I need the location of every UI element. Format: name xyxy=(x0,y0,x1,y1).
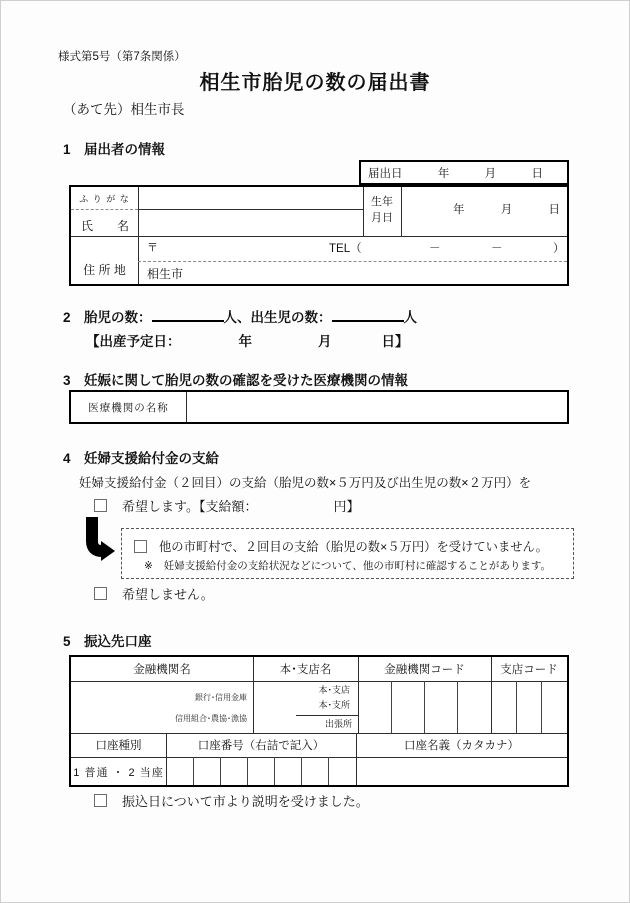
due-month-label: 月 xyxy=(318,334,332,349)
divider xyxy=(138,209,363,210)
birthdate-label-top: 生年 xyxy=(371,196,393,208)
other-city-checkbox[interactable] xyxy=(134,540,147,553)
report-date-label: 届出日 xyxy=(368,167,403,180)
yen-label: 円】 xyxy=(333,499,360,514)
due-date-line xyxy=(86,330,409,350)
birth-day-label: 日 xyxy=(548,204,560,216)
account-type-header: 口座種別 xyxy=(95,740,142,752)
other-city-note-box xyxy=(121,528,574,579)
branch-opt-1: 本･支店 xyxy=(318,685,350,695)
addressee-line: （あて先）相生市長 xyxy=(63,102,185,117)
option-no-checkbox[interactable] xyxy=(94,587,107,600)
tel-close-paren: ） xyxy=(553,243,565,255)
account-name-header: 口座名義（カタカナ） xyxy=(404,740,519,752)
address-prefill: 相生市 xyxy=(147,267,184,281)
newborn-count-blank[interactable] xyxy=(332,306,404,322)
divider xyxy=(138,261,567,262)
tel-dash: － xyxy=(491,243,503,255)
fetus-count-line xyxy=(63,306,417,326)
branch-opt-3: 出張所 xyxy=(324,719,352,729)
branch-name-header: 本･支店名 xyxy=(279,664,332,676)
section1-heading: 1 届出者の情報 xyxy=(63,142,166,157)
bank-hint-1: 銀行･信用金庫 xyxy=(195,693,247,702)
bank-code-header: 金融機関コード xyxy=(384,664,465,676)
option-yes-label: 希望します。【支給額： xyxy=(122,499,258,514)
due-year-label: 年 xyxy=(238,334,252,349)
birth-year-label: 年 xyxy=(453,204,465,216)
page-title: 相生市胎児の数の届出書 xyxy=(199,72,431,94)
branch-name-input[interactable] xyxy=(255,683,315,731)
section4-heading: 4 妊婦支援給付金の支給 xyxy=(63,451,220,466)
birthdate-label-bottom: 月日 xyxy=(371,212,393,224)
branch-code-input[interactable] xyxy=(492,682,566,732)
transfer-confirm-row xyxy=(94,791,369,810)
note-caption: 妊婦支援給付金の支給状況などについて、他の市町村に確認することがあります。 xyxy=(163,560,551,572)
section5-heading: 5 振込先口座 xyxy=(63,634,152,649)
divider xyxy=(71,209,138,210)
form-number: 様式第5号（第7条関係） xyxy=(58,51,186,63)
tel-dash: － xyxy=(429,243,441,255)
due-date-label: 【出産予定日： xyxy=(86,334,181,349)
bank-name-header: 金融機関名 xyxy=(133,664,191,676)
other-city-label: 他の市町村で、２回目の支給（胎児の数×５万円）を受けていません。 xyxy=(159,540,548,554)
address-label: 住 所 地 xyxy=(83,263,126,277)
medical-institution-input[interactable] xyxy=(191,392,566,422)
account-name-input[interactable] xyxy=(357,758,566,784)
due-day-label: 日】 xyxy=(381,334,409,349)
report-date-box xyxy=(359,160,569,185)
transfer-confirm-checkbox[interactable] xyxy=(94,794,107,807)
report-date-year: 年 xyxy=(437,167,450,180)
tel-label: TEL（ xyxy=(329,243,362,255)
account-type-options[interactable]: 1 普通 ・ 2 当座 xyxy=(73,767,164,779)
option-no-label: 希望しません。 xyxy=(122,587,214,602)
divider xyxy=(71,733,567,734)
birthdate-label xyxy=(363,194,401,226)
section3-heading: 3 妊娠に関して胎児の数の確認を受けた医療機関の情報 xyxy=(63,373,409,388)
transfer-confirm-label: 振込日について市より説明を受けました。 xyxy=(122,794,369,809)
note-mark: ※ xyxy=(144,560,153,572)
medical-institution-table xyxy=(69,390,569,424)
divider xyxy=(71,236,567,237)
note-caption-row xyxy=(144,558,551,573)
birth-month-label: 月 xyxy=(500,204,513,216)
birthdate-field[interactable] xyxy=(401,201,567,217)
option-no-row xyxy=(94,584,214,603)
grant-intro-text: 妊婦支援給付金（２回目）の支給（胎児の数×５万円及び出生児の数×２万円）を xyxy=(79,476,532,490)
name-label: 氏 名 xyxy=(81,219,130,233)
option-yes-row xyxy=(94,496,359,515)
report-date-day: 日 xyxy=(531,167,543,180)
fetus-count-blank[interactable] xyxy=(152,306,224,322)
count-unit-label: 人 xyxy=(403,310,418,325)
applicant-table xyxy=(69,185,569,286)
newborn-count-label: 人、出生児の数： xyxy=(223,310,332,325)
postal-mark: 〒 xyxy=(147,242,158,254)
account-number-header: 口座番号（右詰で記入） xyxy=(197,740,325,752)
furigana-label: ふ り が な xyxy=(79,194,130,204)
option-yes-checkbox[interactable] xyxy=(94,499,107,512)
fetus-count-label: 2 胎児の数： xyxy=(63,310,152,325)
elbow-arrow-icon xyxy=(85,517,117,565)
bank-code-input[interactable] xyxy=(359,682,490,732)
bank-account-table xyxy=(69,655,569,787)
bank-name-input[interactable] xyxy=(73,683,251,731)
branch-code-header: 支店コード xyxy=(500,664,558,676)
other-city-row xyxy=(134,537,548,555)
branch-opt-2: 本･支所 xyxy=(318,700,350,710)
bank-hint-2: 信用組合･農協･漁協 xyxy=(175,714,247,723)
report-date-month: 月 xyxy=(484,167,497,180)
divider xyxy=(186,392,187,422)
account-number-input[interactable] xyxy=(167,758,355,784)
medical-institution-label: 医療機関の名称 xyxy=(88,402,169,414)
